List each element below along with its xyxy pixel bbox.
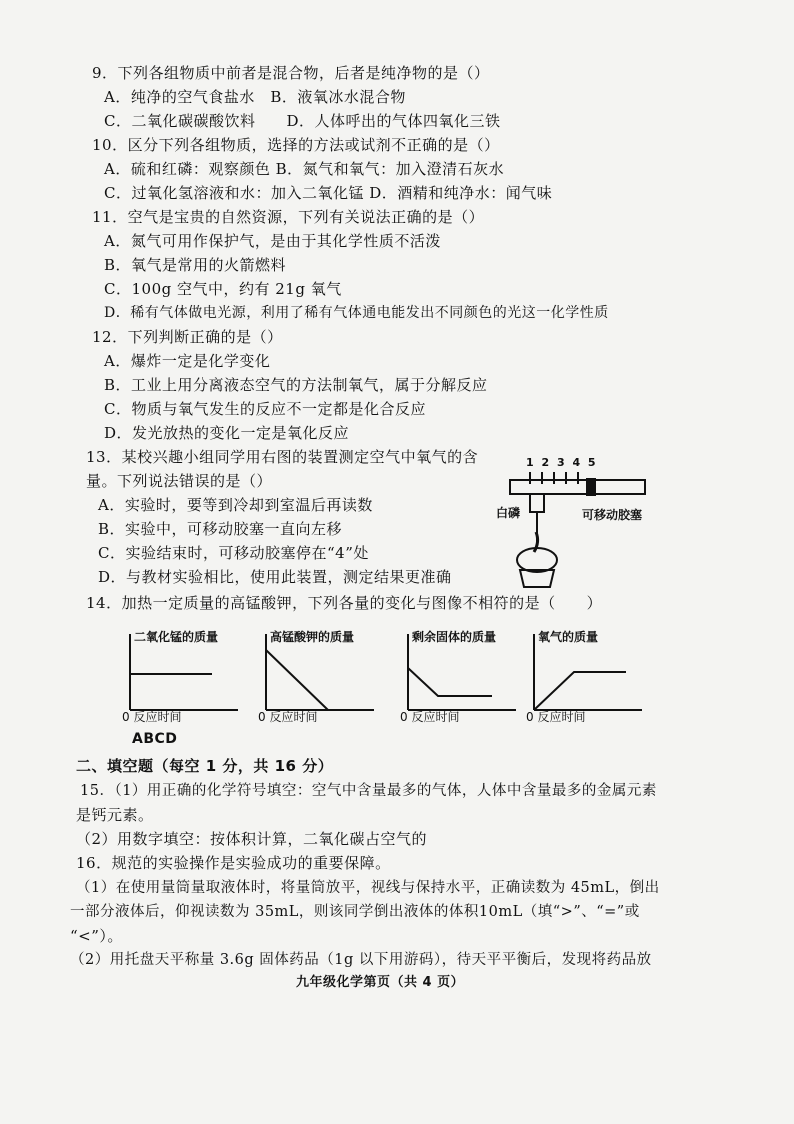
q14-stem: 14．加热一定质量的高锰酸钾，下列各量的变化与图像不相符的是（ ）: [86, 594, 603, 612]
graph-d: [526, 628, 646, 726]
page-footer: 九年级化学第页（共 4 页）: [296, 975, 465, 990]
q13-option-b: B．实验中，可移动胶塞一直向左移: [98, 520, 343, 538]
graph-a-ylabel: 二氧化锰的质量: [134, 630, 219, 644]
apparatus-label-stopper: 可移动胶塞: [582, 508, 643, 522]
q9-stem: 9．下列各组物质中前者是混合物，后者是纯净物的是（）: [92, 64, 490, 82]
q13-stem-cont: 量。下列说法错误的是（）: [86, 472, 273, 490]
q16-part2: （2）用托盘天平称量 3.6g 固体药品（1g 以下用游码），待天平平衡后，发现将药品放: [70, 952, 652, 968]
graph-options-label: ABCD: [132, 731, 178, 747]
q11-option-d: D．稀有气体做电光源，利用了稀有气体通电能发出不同颜色的光这一化学性质: [104, 305, 609, 321]
q16-stem: 16．规范的实验操作是实验成功的重要保障。: [76, 854, 391, 872]
apparatus-label-phosphorus: 白磷: [496, 506, 521, 520]
graph-a: [122, 628, 242, 726]
apparatus-figure: [490, 456, 650, 612]
q13-option-d: D．与教材实验相比，使用此装置，测定结果更准确: [98, 568, 452, 586]
q12-option-c: C．物质与氧气发生的反应不一定都是化合反应: [104, 400, 426, 418]
graph-a-xlabel: 0 反应时间: [122, 710, 182, 724]
q9-option-ab: A．纯净的空气食盐水 B．液氧冰水混合物: [104, 88, 406, 106]
q12-option-b: B．工业上用分离液态空气的方法制氧气，属于分解反应: [104, 376, 488, 394]
q16-part1-cont: 一部分液体后，仰视读数为 35mL，则该同学倒出液体的体积10mL（填“>”、“=”或: [70, 904, 640, 920]
q15-part1: 15．（1）用正确的化学符号填空：空气中含量最多的气体，人体中含量最多的金属元素: [80, 783, 657, 799]
graph-d-xlabel: 0 反应时间: [526, 710, 586, 724]
q10-stem: 10．区分下列各组物质，选择的方法或试剂不正确的是（）: [92, 136, 500, 154]
q12-option-d: D．发光放热的变化一定是氧化反应: [104, 424, 350, 442]
q11-option-c: C．100g 空气中，约有 21g 氧气: [104, 280, 342, 298]
q11-stem: 11．空气是宝贵的自然资源，下列有关说法正确的是（）: [92, 208, 485, 226]
q12-option-a: A．爆炸一定是化学变化: [104, 352, 271, 370]
section2-title: 二、填空题（每空 1 分，共 16 分）: [76, 757, 334, 775]
q13-option-c: C．实验结束时，可移动胶塞停在“4”处: [98, 544, 369, 562]
graph-c: [400, 628, 520, 726]
graph-c-xlabel: 0 反应时间: [400, 710, 460, 724]
q13-option-a: A．实验时，要等到冷却到室温后再读数: [98, 496, 373, 514]
graph-b-xlabel: 0 反应时间: [258, 710, 318, 724]
q11-option-a: A．氮气可用作保护气，是由于其化学性质不活泼: [104, 232, 441, 250]
q10-option-ab: A．硫和红磷：观察颜色 B．氮气和氧气：加入澄清石灰水: [104, 160, 505, 178]
q15-part2: （2）用数字填空：按体积计算，二氧化碳占空气的: [76, 830, 428, 848]
q12-stem: 12．下列判断正确的是（）: [92, 328, 283, 346]
q9-option-cd: C．二氧化碳碳酸饮料 D．人体呼出的气体四氧化三铁: [104, 112, 501, 130]
q16-part1: （1）在使用量筒量取液体时，将量筒放平，视线与保持水平，正确读数为 45mL，倒出: [76, 880, 660, 896]
q15-part1-cont: 是钙元素。: [76, 806, 154, 824]
apparatus-drawing: [490, 462, 650, 612]
graph-c-ylabel: 剩余固体的质量: [412, 630, 497, 644]
q11-option-b: B．氧气是常用的火箭燃料: [104, 256, 287, 274]
apparatus-scale: 1 2 3 4 5: [526, 456, 598, 469]
q16-part1-end: “<”）。: [70, 927, 123, 945]
graph-d-ylabel: 氧气的质量: [538, 630, 599, 644]
q13-stem: 13．某校兴趣小组同学用右图的装置测定空气中氧气的含: [86, 448, 479, 466]
q10-option-cd: C．过氧化氢溶液和水：加入二氧化锰 D．酒精和纯净水：闻气味: [104, 184, 553, 202]
graph-b-ylabel: 高锰酸钾的质量: [270, 630, 355, 644]
graph-b: [258, 628, 378, 726]
